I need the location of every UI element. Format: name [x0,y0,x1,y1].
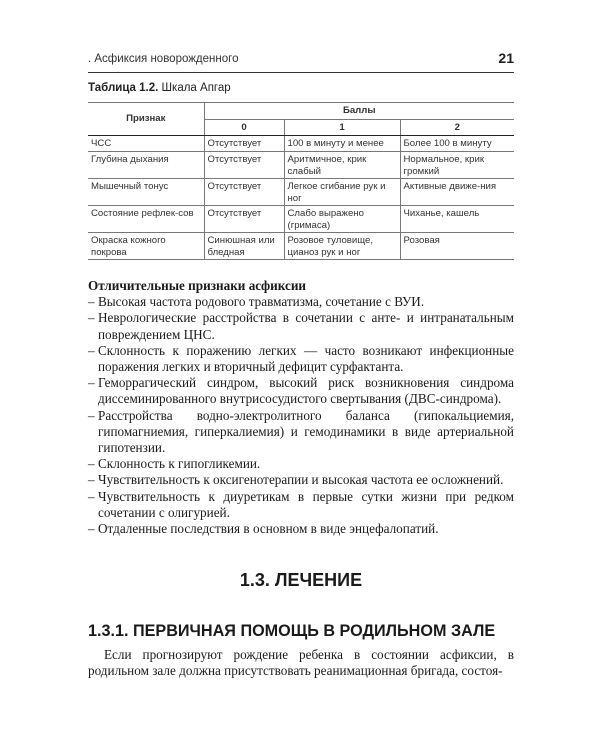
table-cell-score-0: Отсутствует [204,206,284,233]
page-number: 21 [498,50,514,66]
list-dash: – [88,294,95,310]
apgar-table [88,102,514,260]
table-row [88,179,514,206]
list-dash: – [88,310,95,326]
list-dash: – [88,342,95,358]
list-item-text: Склонность к гипогликемии. [98,456,261,472]
table-cell-score-2: Розовая [400,233,514,260]
table-cell-score-2: Нормальное, крик громкий [400,152,514,179]
table-cell-score-0: Отсутствует [204,152,284,179]
table-header-sign: Признак [88,103,204,136]
table-cell-score-0: Синюшная или бледная [204,233,284,260]
list-item [88,294,514,310]
table-cell-sign: ЧСС [88,136,204,152]
table-cell-score-2: Активные движе-ния [400,179,514,206]
table-header-score-2: 2 [400,119,514,136]
subsection-paragraph: Если прогнозируют рождение ребенка в состоянии асфиксии, в родильном зале должна присутствовать реанимационная бригада, состоя- [88,647,514,679]
subsection-title: 1.3.1. ПЕРВИЧНАЯ ПОМОЩЬ В РОДИЛЬНОМ ЗАЛЕ [88,622,496,640]
running-title: . Асфиксия новорожденного [88,53,239,65]
table-header-scores: Баллы [204,103,514,120]
table-cell-score-1: Слабо выражено (гримаса) [284,206,400,233]
asphyxia-features [88,278,514,537]
table-cell-sign: Состояние рефлек-сов [88,206,204,233]
table-row [88,152,514,179]
list-item [88,472,514,488]
section-title: 1.3. ЛЕЧЕНИЕ [239,570,363,590]
list-dash: – [88,456,95,472]
running-header [88,50,514,73]
table-row [88,206,514,233]
list-item [88,375,514,407]
table-cell-score-1: Розовое туловище, цианоз рук и ног [284,233,400,260]
table-cell-score-0: Отсутствует [204,179,284,206]
list-item-text: Высокая частота родового травматизма, сочетание с ВУИ. [98,294,425,310]
list-dash: – [88,488,95,504]
list-dash: – [88,375,95,391]
table-cell-score-1: Аритмичное, крик слабый [284,152,400,179]
table-row [88,233,514,260]
list-item [88,521,514,537]
book-page [88,0,514,750]
table-caption-title: Шкала Апгар [158,82,231,94]
features-list [88,294,514,537]
list-dash: – [88,472,95,488]
list-item-text: Геморрагический синдром, высокий риск возникновения синдрома диссеминированного внутрисосудистого свертывания (ДВС-синдрома). [98,375,514,407]
list-item-text: Отдаленные последствия в основном в виде энцефалопатий. [98,521,439,537]
list-item [88,408,514,457]
table-cell-score-2: Более 100 в минуту [400,136,514,152]
table-cell-score-1: 100 в минуту и менее [284,136,400,152]
list-item-text: Чувствительность к диуретикам в первые сутки жизни при редком сочетании с олигурией. [98,488,514,520]
list-item [88,310,514,342]
features-heading: Отличительные признаки асфиксии [88,278,307,293]
list-item-text: Чувствительность к оксигенотерапии и высокая частота ее осложнений. [98,472,504,488]
table-cell-score-0: Отсутствует [204,136,284,152]
list-item-text: Неврологические расстройства в сочетании с анте- и интранатальным повреждением ЦНС. [98,310,514,342]
list-item-text: Склонность к поражению легких — часто возникают инфекционные поражения легких и вторичный дефицит сурфактанта. [98,342,514,375]
table-cell-score-2: Чиханье, кашель [400,206,514,233]
table-cell-sign: Окраска кожного покрова [88,233,204,260]
list-item [88,343,514,375]
table-caption [88,82,231,94]
table-row [88,136,514,152]
table-caption-label: Таблица 1.2. [88,82,159,94]
table-header-score-0: 0 [204,119,284,136]
table-cell-score-1: Легкое сгибание рук и ног [284,179,400,206]
list-item [88,456,514,472]
table-cell-sign: Глубина дыхания [88,152,204,179]
table-cell-sign: Мышечный тонус [88,179,204,206]
list-item-text: Расстройства водно-электролитного баланса (гипокальциемия, гипомагниемия, гиперкалиемия) и гемодинамики в виде артериальной гипотензии. [98,407,514,456]
table-header-score-1: 1 [284,119,400,136]
list-dash: – [88,521,95,537]
list-dash: – [88,407,95,423]
list-item [88,489,514,521]
